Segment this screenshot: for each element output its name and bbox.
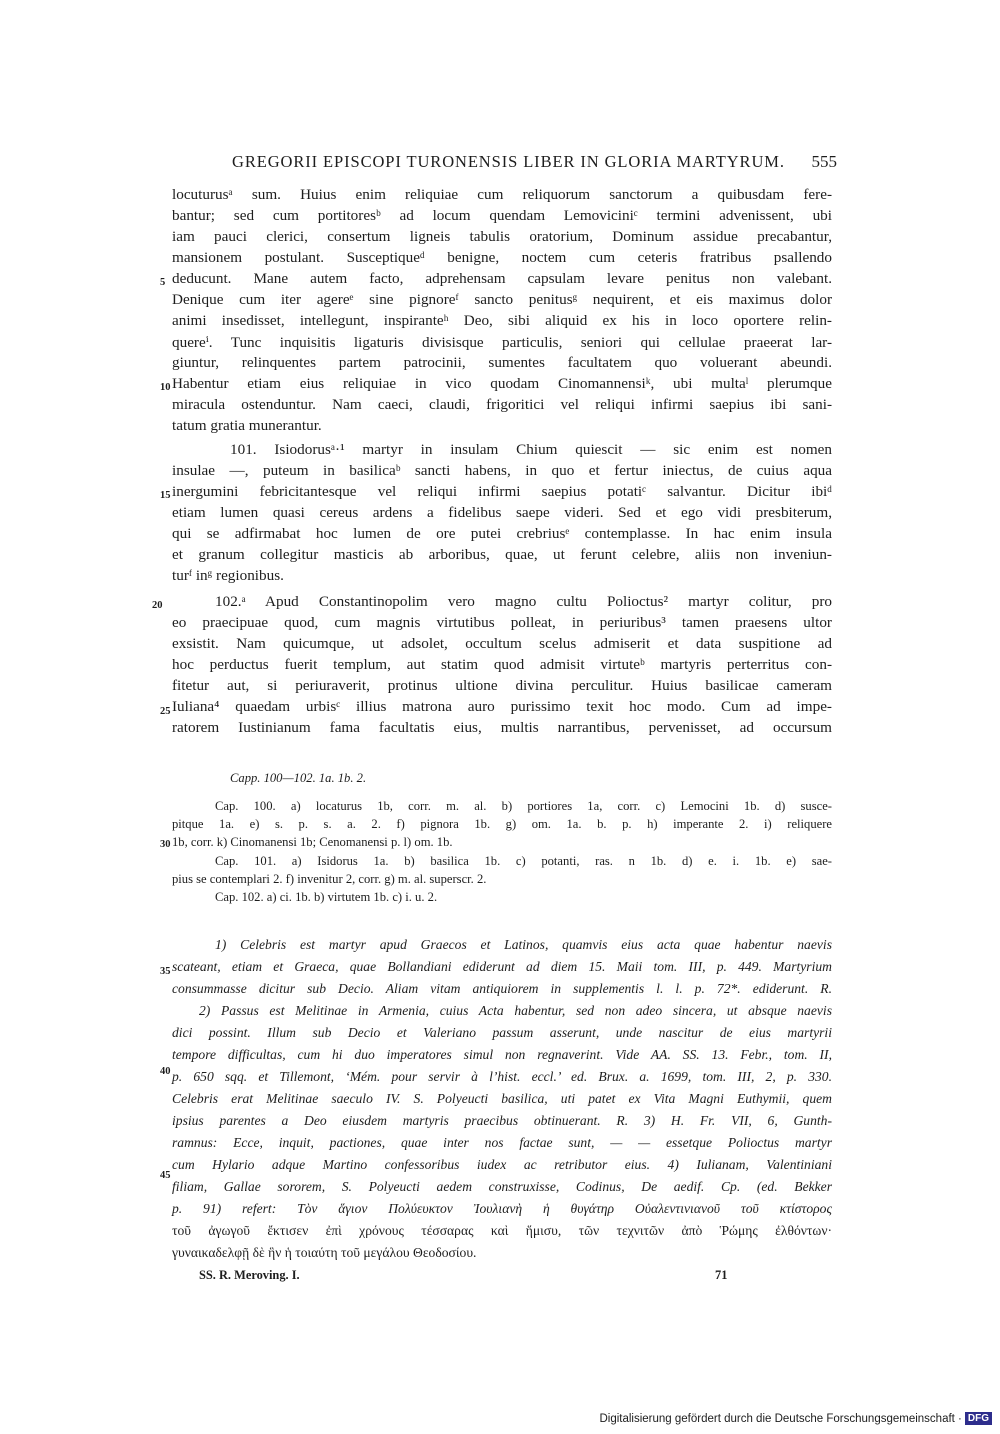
main-line: hoc perductus fuerit templum, aut statim quod admisit virtuteᵇ martyris perterritus con- bbox=[172, 656, 832, 673]
main-line: fitetur aut, si periuraverit, protinus ultione divina perculitur. Huius basilicae cameram bbox=[172, 677, 832, 694]
main-line: bantur; sed cum portitoresᵇ ad locum quendam Lemoviciniᶜ termini advenissent, ubi bbox=[172, 207, 832, 224]
footnote-line: p. 650 sqq. et Tillemont, ‘Mém. pour servir à l’hist. eccl.’ ed. Brux. a. 1699, tom. III, 2, p. 330. bbox=[172, 1069, 832, 1084]
line-number: 20 bbox=[152, 600, 163, 611]
footnote-line: tempore difficultas, cum hi duo imperatores simul non regnaverint. Vide AA. SS. 13. Febr., tom. II, bbox=[172, 1047, 832, 1062]
line-number: 25 bbox=[160, 706, 171, 717]
footnote-line: consummasse dicitur sub Decio. Aliam vitam antiquiorem in supplementis l. l. p. 72*. ediderunt. R. bbox=[172, 981, 832, 996]
digitization-note bbox=[599, 1412, 992, 1425]
chapter-102-start: 102.ᵃ Apud Constantinopolim vero magno cultu Polioctus² martyr colitur, pro bbox=[215, 593, 832, 610]
line-number: 35 bbox=[160, 966, 171, 977]
main-line: exsistit. Nam quicumque, ut adsolet, occultum scelus admiserit et data suspitione ad bbox=[172, 635, 832, 652]
line-number: 45 bbox=[160, 1170, 171, 1181]
apparatus-line: Cap. 100. a) locaturus 1b, corr. m. al. b) portiores 1a, corr. c) Lemocini 1b. d) susce- bbox=[215, 799, 832, 813]
apparatus-line: Capp. 100—102. 1a. 1b. 2. bbox=[230, 771, 367, 785]
footer-series: SS. R. Meroving. I. bbox=[199, 1268, 300, 1282]
main-line: locuturusᵃ sum. Huius enim reliquiae cum reliquorum sanctorum a quibusdam fere- bbox=[172, 186, 832, 203]
line-number: 15 bbox=[160, 490, 171, 501]
apparatus-line: Cap. 101. a) Isidorus 1a. b) basilica 1b. c) potanti, ras. n 1b. d) e. i. 1b. e) sae- bbox=[215, 854, 832, 868]
footnote-line: scateant, etiam et Graeca, quae Bollandiani ediderunt ad diem 15. Maii tom. III, p. 449. Martyrium bbox=[172, 959, 832, 974]
apparatus-line: pitque 1a. e) s. p. s. a. 2. f) pignora 1b. g) om. 1a. b. p. h) imperante 2. i) reliquere bbox=[172, 817, 832, 831]
footnote-line: cum Hylario adque Martino confessoribus iudex ac retributor eius. 4) Iulianam, Valentiniani bbox=[172, 1157, 832, 1172]
dfg-logo: DFG bbox=[965, 1412, 992, 1425]
footnote-line: ramnus: Ecce, inquit, pactiones, quae inter nos factae sunt, — — essetque Polioctus martyr bbox=[172, 1135, 832, 1150]
main-line: eo praecipuae quod, cum magnis virtutibus polleat, in periuribus³ tamen praesens ultor bbox=[172, 614, 832, 631]
line-number: 10 bbox=[160, 382, 171, 393]
main-line: turᶠ inᵍ regionibus. bbox=[172, 567, 284, 584]
main-line: Habentur etiam eius reliquiae in vico quodam Cinomannensiᵏ, ubi multaˡ plerumque bbox=[172, 375, 832, 392]
footer-signature: 71 bbox=[715, 1268, 728, 1282]
page-number: 555 bbox=[811, 152, 837, 171]
footnote-line: 1) Celebris est martyr apud Graecos et Latinos, quamvis eius acta quae habentur naevis bbox=[215, 937, 832, 952]
footnote-line: filiam, Gallae sororem, S. Polyeucti aedem construxisse, Codinus, De aedif. Cp. (ed. Bekker bbox=[172, 1179, 832, 1194]
chapter-101-start: 101. Isiodorusᵃ·¹ martyr in insulam Chium quiescit — sic enim est nomen bbox=[230, 441, 832, 458]
main-line: Iuliana⁴ quaedam urbisᶜ illius matrona auro purissimo texit hoc modo. Cum ad impe- bbox=[172, 698, 832, 715]
main-line: qui se adfirmabat hoc lumen de ore putei crebriusᵉ contemplasse. In hac enim insula bbox=[172, 525, 832, 542]
apparatus-line: pius se contemplari 2. f) invenitur 2, corr. g) m. al. superscr. 2. bbox=[172, 872, 487, 886]
main-line: iam pauci clerici, consertum ligneis tabulis oratorium, Dominum assidue precabantur, bbox=[172, 228, 832, 245]
apparatus-line: Cap. 102. a) ci. 1b. b) virtutem 1b. c) i. u. 2. bbox=[215, 890, 438, 904]
line-number: 40 bbox=[160, 1066, 171, 1077]
apparatus-line: 1b, corr. k) Cinomanensi 1b; Cenomanensi p. l) om. 1b. bbox=[172, 835, 453, 849]
footnote-line: p. 91) refert: Τὸν ἅγιον Πολύευκτον Ἰουλιανὴ ἡ θυγάτηρ Οὐαλεντινιανοῦ τοῦ κτίστορος bbox=[172, 1201, 832, 1216]
running-header bbox=[232, 152, 837, 172]
main-line: ratorem Iustinianum fama facultatis eius, multis narrantibus, pervenisset, ad occursum bbox=[172, 719, 832, 736]
main-line: animi insedisset, intellegunt, inspiranteʰ Deo, sibi aliquid ex his in loco oportere relin- bbox=[172, 312, 832, 329]
main-line: inergumini febricitantesque vel reliqui infirmi saepius potatiᶜ salvantur. Dicitur ibiᵈ bbox=[172, 483, 832, 500]
main-line: quereⁱ. Tunc inquisitis ligaturis divisisque particulis, seniori qui cellulae praeerat lar- bbox=[172, 334, 832, 351]
main-line: miracula ostenduntur. Nam caeci, claudi, frigoritici vel reliqui infirmi saepius ibi sani- bbox=[172, 396, 832, 413]
main-line: mansionem postulant. Susceptiqueᵈ benigne, noctem cum ceteris fratribus psallendo bbox=[172, 249, 832, 266]
main-line: Denique cum iter agereᵉ sine pignoreᶠ sancto penitusᵍ nequirent, et eis maximus dolor bbox=[172, 291, 832, 308]
line-number: 30 bbox=[160, 839, 171, 850]
main-line: tatum gratia munerantur. bbox=[172, 417, 322, 434]
digitization-text: Digitalisierung gefördert durch die Deutsche Forschungsgemeinschaft · bbox=[599, 1413, 962, 1425]
footnote-line: γυναικαδελφῇ δὲ ἣν ἡ τοιαύτη τοῦ μεγάλου Θεοδοσίου. bbox=[172, 1245, 477, 1260]
main-line: et granum collegitur masticis ab arboribus, quae, ut ferunt celebre, aliis non inveniun- bbox=[172, 546, 832, 563]
main-line: etiam lumen quasi cereus ardens a fidelibus saepe videri. Sed et ego vidi presbiterum, bbox=[172, 504, 832, 521]
main-line: deducunt. Mane autem facto, adprehensam capsulam levare penitus non valebant. bbox=[172, 270, 832, 287]
main-line: giuntur, relinquentes partem patrocinii, sumentes facultatem quo voluerant abeundi. bbox=[172, 354, 832, 371]
footnote-line: dici possint. Illum sub Decio et Valeriano passum asserunt, unde nascitur de eius martyrii bbox=[172, 1025, 832, 1040]
footnote-line: Celebris erat Melitinae saeculo IV. S. Polyeucti basilica, uti patet ex Vita Magni Euthymii, quem bbox=[172, 1091, 832, 1106]
running-title: GREGORII EPISCOPI TURONENSIS LIBER IN GLORIA MARTYRUM. bbox=[232, 152, 785, 171]
footnote-line: 2) Passus est Melitinae in Armenia, cuius Acta habentur, sed non adeo sincera, ut absque naevis bbox=[199, 1003, 832, 1018]
line-number: 5 bbox=[160, 277, 166, 288]
footnote-line: ipsius parentes a Deo eiusdem martyris praecibus obtinuerant. R. 3) H. Fr. VII, 6, Gunth- bbox=[172, 1113, 832, 1128]
main-line: insulae —, puteum in basilicaᵇ sancti habens, in quo et fertur iniectus, de cuius aqua bbox=[172, 462, 832, 479]
footnote-line: τοῦ ἀγωγοῦ ἔκτισεν ἐπὶ χρόνους τέσσαρας καὶ ἥμισυ, τῶν τεχνιτῶν ἀπὸ Ῥώμης ἐλθόντων· bbox=[172, 1223, 832, 1238]
